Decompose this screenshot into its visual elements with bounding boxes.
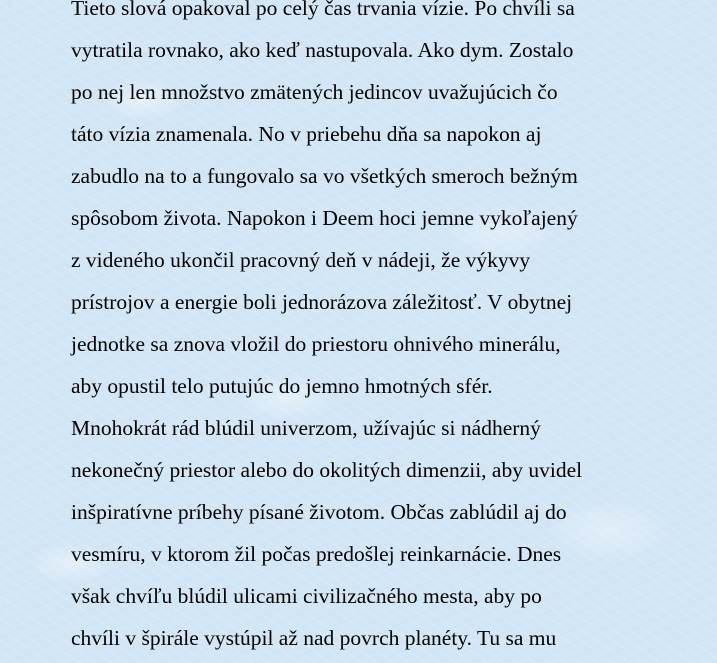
text-line: spôsobom života. Napokon i Deem hoci jemne vykoľajený <box>71 206 578 230</box>
document-page <box>71 0 691 659</box>
text-line: vesmíru, v ktorom žil počas predošlej reinkarnácie. Dnes <box>71 542 562 566</box>
text-line: však chvíľu blúdil ulicami civilizačného mesta, aby po <box>71 584 542 608</box>
text-line: Mnohokrát rád blúdil univerzom, užívajúc si nádherný <box>71 416 541 440</box>
text-line: inšpiratívne príbehy písané životom. Občas zablúdil aj do <box>71 500 567 524</box>
text-line: táto vízia znamenala. No v priebehu dňa sa napokon aj <box>71 122 542 146</box>
text-line: aby opustil telo putujúc do jemno hmotných sfér. <box>71 374 493 398</box>
text-line: prístrojov a energie boli jednorázova záležitosť. V obytnej <box>71 290 573 314</box>
text-line: zabudlo na to a fungovalo sa vo všetkých smeroch bežným <box>71 164 578 188</box>
text-line: vytratila rovnako, ako keď nastupovala. Ako dym. Zostalo <box>71 38 574 62</box>
text-line: nekonečný priestor alebo do okolitých dimenzii, aby uvidel <box>71 458 583 482</box>
text-line: chvíli v špirále vystúpil až nad povrch planéty. Tu sa mu <box>71 626 557 650</box>
text-line: Tieto slová opakoval po celý čas trvania vízie. Po chvíli sa <box>71 0 575 20</box>
text-line: jednotke sa znova vložil do priestoru ohnivého minerálu, <box>71 332 561 356</box>
text-line: z videného ukončil pracovný deň v nádeji, že výkyvy <box>71 248 531 272</box>
text-line: po nej len množstvo zmätených jedincov uvažujúcich čo <box>71 80 558 104</box>
